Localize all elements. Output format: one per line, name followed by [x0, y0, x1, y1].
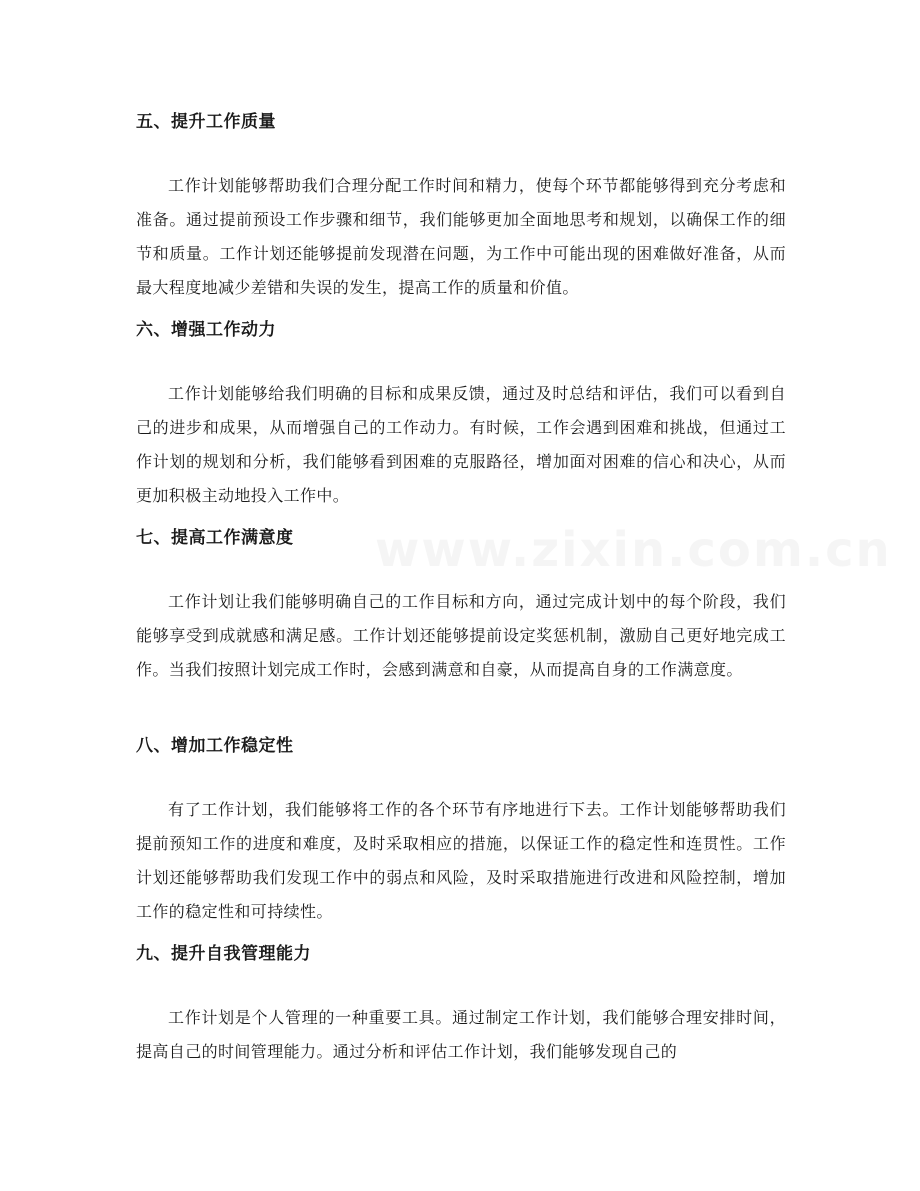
section-paragraph: 工作计划能够帮助我们合理分配工作时间和精力，使每个环节都能够得到充分考虑和准备。通过提前预设工作步骤和细节，我们能够更加全面地思考和规划，以确保工作的细节和质量。工作计划还能够提前发现潜在问题，为工作中可能出现的困难做好准备，从而最大程度地减少差错和失误的发生，提高工作的质量和价值。	[136, 176, 786, 297]
section-heading: 八、增加工作稳定性	[136, 736, 294, 756]
section-paragraph: 工作计划让我们能够明确自己的工作目标和方向，通过完成计划中的每个阶段，我们能够享受到成就感和满足感。工作计划还能够提前设定奖惩机制，激励自己更好地完成工作。当我们按照计划完成工作时，会感到满意和自豪，从而提高自身的工作满意度。	[136, 592, 786, 679]
section-5	[136, 110, 786, 305]
section-paragraph: 工作计划是个人管理的一种重要工具。通过制定工作计划，我们能够合理安排时间，提高自己的时间管理能力。通过分析和评估工作计划，我们能够发现自己的	[136, 1008, 786, 1061]
section-paragraph: 有了工作计划，我们能够将工作的各个环节有序地进行下去。工作计划能够帮助我们提前预知工作的进度和难度，及时采取相应的措施，以保证工作的稳定性和连贯性。工作计划还能够帮助我们发现工作中的弱点和风险，及时采取措施进行改进和风险控制，增加工作的稳定性和可持续性。	[136, 800, 786, 921]
section-heading: 七、提高工作满意度	[136, 528, 294, 548]
section-heading: 九、提升自我管理能力	[136, 944, 311, 964]
section-6	[136, 318, 786, 513]
section-8	[136, 734, 786, 929]
section-7	[136, 526, 786, 687]
section-paragraph: 工作计划能够给我们明确的目标和成果反馈，通过及时总结和评估，我们可以看到自己的进步和成果，从而增强自己的工作动力。有时候，工作会遇到困难和挑战，但通过工作计划的规划和分析，我们能够看到困难的克服路径，增加面对困难的信心和决心，从而更加积极主动地投入工作中。	[136, 384, 786, 505]
section-heading: 五、提升工作质量	[136, 112, 276, 132]
section-9	[136, 942, 786, 1069]
watermark: www.zixin.com.cn	[375, 522, 892, 578]
section-heading: 六、增强工作动力	[136, 320, 276, 340]
